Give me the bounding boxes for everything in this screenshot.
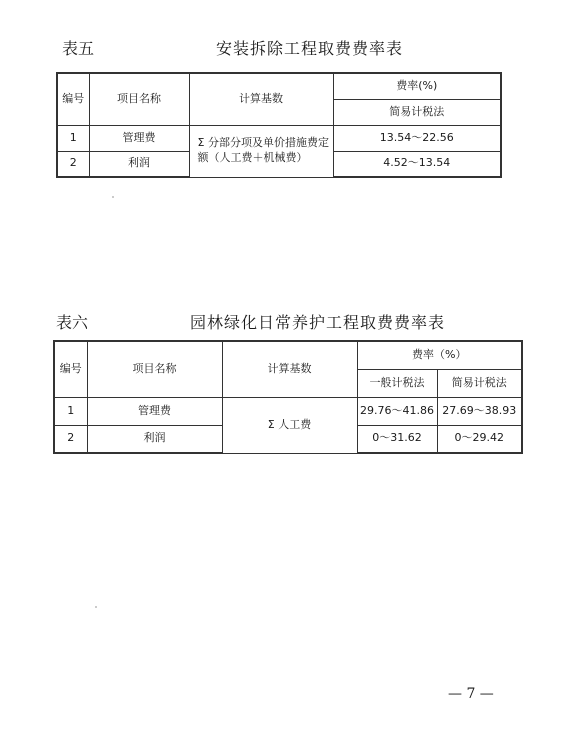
table5-label: 表五	[62, 39, 95, 58]
table5-row2-num: 2	[57, 151, 89, 177]
table5-row1-name: 管理费	[89, 125, 189, 151]
table6-header-simple-method: 简易计税法	[437, 369, 522, 397]
table5-basis	[189, 125, 333, 177]
scan-speck	[112, 196, 114, 198]
table5-row1-num: 1	[57, 125, 89, 151]
table5-header-name: 项目名称	[89, 73, 189, 125]
table6-header-basis: 计算基数	[222, 341, 357, 397]
table5	[56, 72, 502, 178]
table5-header-rate: 费率(%)	[333, 73, 501, 99]
table6-header-name: 项目名称	[87, 341, 222, 397]
table6-row1-simple: 27.69～38.93	[437, 397, 522, 425]
table6-row2-name: 利润	[87, 425, 222, 453]
table6-row2-simple: 0～29.42	[437, 425, 522, 453]
table-row	[54, 397, 522, 425]
table5-row2-simple: 4.52～13.54	[333, 151, 501, 177]
table6-row1-name: 管理费	[87, 397, 222, 425]
table5-title: 安装拆除工程取费费率表	[216, 39, 404, 58]
scan-speck	[95, 606, 97, 608]
table5-row2-name: 利润	[89, 151, 189, 177]
table5-header-simple-method: 简易计税法	[333, 99, 501, 125]
table6-header-rate: 费率（%）	[357, 341, 522, 369]
table5-header-num: 编号	[57, 73, 89, 125]
table5-header-basis: 计算基数	[189, 73, 333, 125]
table5-basis-line2: 额（人工费＋机械费）	[197, 151, 308, 164]
table5-basis-line1: Σ 分部分项及单价措施费定	[197, 136, 329, 150]
table6-row2-general: 0～31.62	[357, 425, 437, 453]
table6-title: 园林绿化日常养护工程取费费率表	[190, 313, 446, 332]
table-row	[57, 125, 501, 151]
table6-label: 表六	[56, 313, 89, 332]
table6-header-general-method: 一般计税法	[357, 369, 437, 397]
table6-header-num: 编号	[54, 341, 87, 397]
table6-row2-num: 2	[54, 425, 87, 453]
table6-row1-general: 29.76～41.86	[357, 397, 437, 425]
table5-row1-simple: 13.54～22.56	[333, 125, 501, 151]
table6-row1-num: 1	[54, 397, 87, 425]
page-number: — 7 —	[448, 686, 494, 702]
table6-basis: Σ 人工费	[222, 397, 357, 453]
table6	[53, 340, 523, 454]
